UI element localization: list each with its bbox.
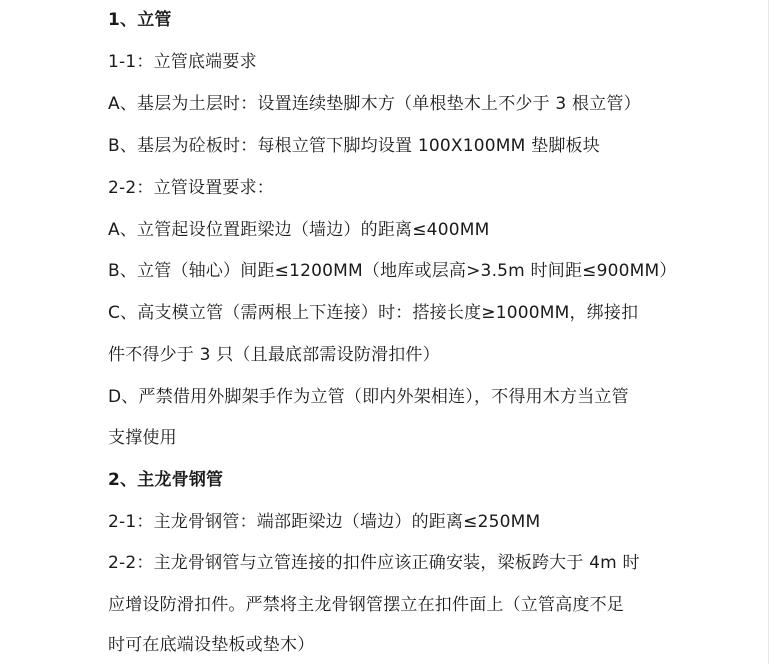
section-2-1-text: 2-1：主龙骨钢管：端部距梁边（墙边）的距离≤250MM: [108, 512, 541, 532]
section-2-2-line-1: 2-2：主龙骨钢管与立管连接的扣件应该正确安装，梁板跨大于 4m 时: [108, 553, 640, 573]
section-1-1-item-b: B、基层为砼板时：每根立管下脚均设置 100X100MM 垫脚板块: [108, 136, 600, 156]
section-1-2-item-a: A、立管起设位置距梁边（墙边）的距离≤400MM: [108, 220, 490, 240]
section-1-2-item-b: B、立管（轴心）间距≤1200MM（地库或层高>3.5m 时间距≤900MM）: [108, 261, 677, 281]
section-1-1-item-a: A、基层为土层时：设置连续垫脚木方（单根垫木上不少于 3 根立管）: [108, 94, 641, 114]
section-1-2-item-c-line-2: 件不得少于 3 只（且最底部需设防滑扣件）: [108, 345, 440, 365]
section-1-2-item-d-line-1: D、严禁借用外脚架手作为立管（即内外架相连），不得用木方当立管: [108, 387, 629, 407]
section-1-2-item-d-line-2: 支撑使用: [108, 428, 177, 448]
section-2-2-line-3: 时可在底端设垫板或垫木）: [108, 635, 315, 655]
section-2-2-line-2: 应增设防滑扣件。严禁将主龙骨钢管摆立在扣件面上（立管高度不足: [108, 595, 624, 615]
section-1-heading: 1、立管: [108, 10, 172, 30]
section-1-1-title: 1-1：立管底端要求: [108, 52, 257, 72]
section-1-2-item-c-line-1: C、高支模立管（需两根上下连接）时：搭接长度≥1000MM，绑接扣: [108, 303, 639, 323]
section-2-heading: 2、主龙骨钢管: [108, 470, 224, 490]
section-1-2-title: 2-2：立管设置要求：: [108, 178, 274, 198]
